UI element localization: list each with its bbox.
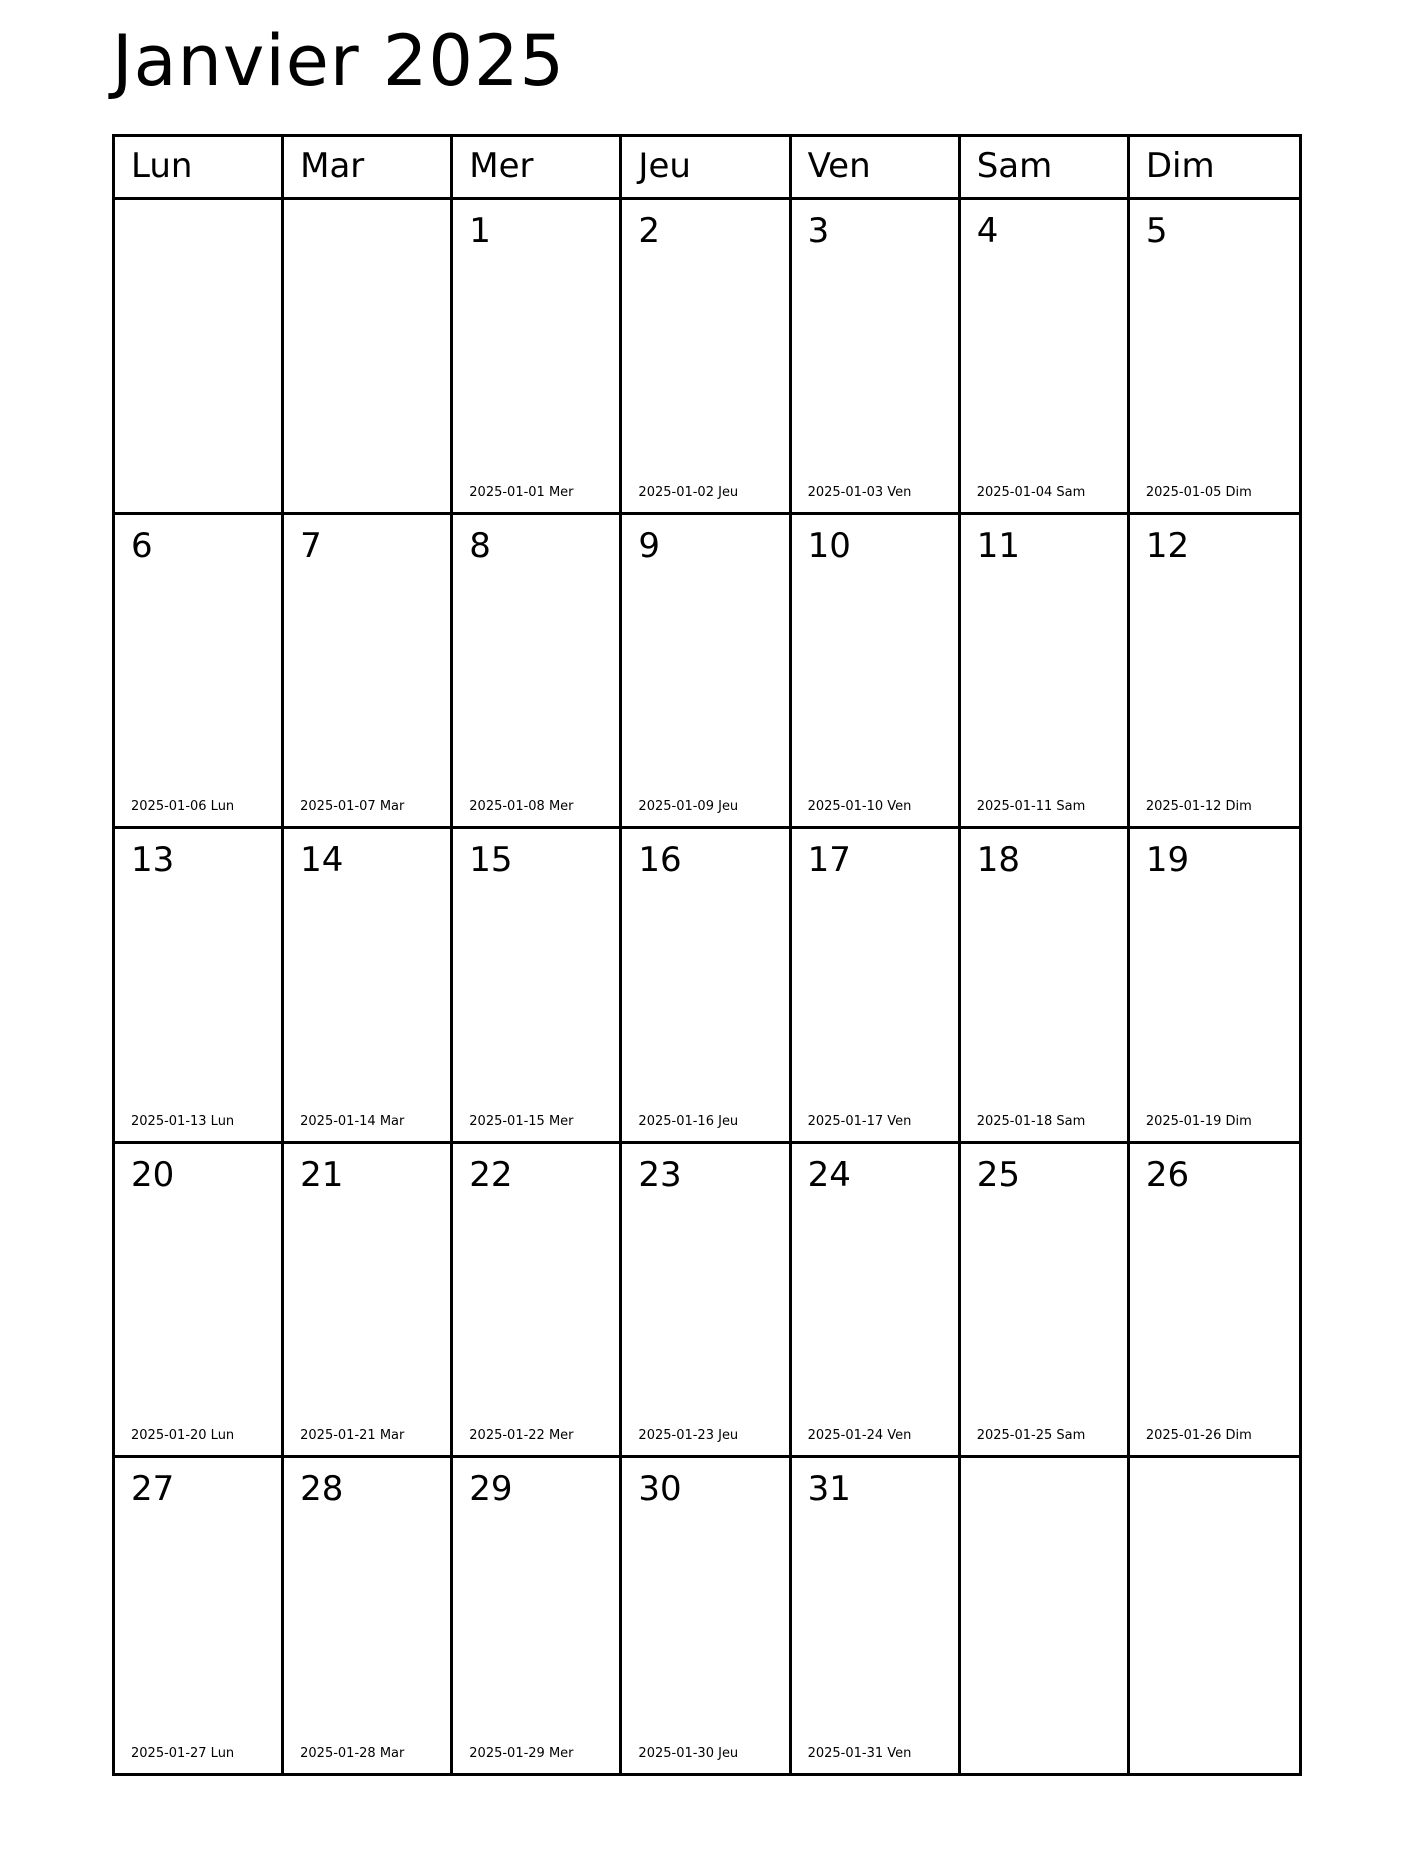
day-date-label: 2025-01-02 Jeu — [638, 484, 739, 500]
day-cell — [453, 515, 622, 830]
day-date-label: 2025-01-12 Dim — [1145, 799, 1252, 815]
day-cell — [792, 1458, 961, 1773]
day-number: 4 — [976, 211, 999, 251]
weekday-header-cell — [622, 137, 791, 200]
day-date-label: 2025-01-09 Jeu — [638, 799, 739, 815]
day-cell — [961, 515, 1130, 830]
day-date-label: 2025-01-28 Mar — [300, 1746, 405, 1761]
day-cell — [115, 515, 284, 830]
day-date-label: 2025-01-20 Lun — [131, 1428, 235, 1444]
day-number: 11 — [976, 525, 1020, 566]
day-number: 3 — [807, 211, 830, 251]
day-date-label: 2025-01-06 Lun — [131, 799, 235, 815]
day-cell-empty — [284, 200, 453, 515]
day-date-label: 2025-01-23 Jeu — [638, 1428, 739, 1444]
day-number: 14 — [300, 840, 344, 881]
day-cell — [961, 200, 1130, 515]
day-cell — [453, 200, 622, 515]
day-cell — [792, 200, 961, 515]
day-cell — [622, 1144, 791, 1459]
day-number: 20 — [131, 1154, 175, 1195]
day-date-label: 2025-01-10 Ven — [807, 799, 912, 815]
day-number: 8 — [469, 525, 491, 566]
day-date-label: 2025-01-31 Ven — [807, 1746, 912, 1761]
weekday-header: Ven — [807, 146, 871, 186]
day-cell — [1130, 200, 1299, 515]
day-number: 24 — [807, 1154, 851, 1195]
weekday-header-cell — [453, 137, 622, 200]
weekday-header: Mar — [300, 146, 365, 186]
day-number: 13 — [131, 840, 175, 881]
day-cell — [284, 1144, 453, 1459]
day-number: 10 — [807, 525, 851, 566]
day-cell — [622, 200, 791, 515]
day-cell — [792, 829, 961, 1144]
day-number: 26 — [1145, 1154, 1190, 1195]
weekday-header-cell — [115, 137, 284, 200]
day-cell — [622, 829, 791, 1144]
day-number: 6 — [131, 525, 153, 566]
page-title: Janvier 2025 — [112, 20, 566, 102]
day-cell — [284, 1458, 453, 1773]
day-number: 15 — [469, 840, 513, 881]
day-date-label: 2025-01-15 Mer — [469, 1113, 574, 1129]
day-cell — [961, 829, 1130, 1144]
day-date-label: 2025-01-19 Dim — [1145, 1113, 1252, 1129]
weekday-header-cell — [284, 137, 453, 200]
day-date-label: 2025-01-16 Jeu — [638, 1113, 739, 1129]
day-cell — [961, 1144, 1130, 1459]
day-cell — [1130, 1144, 1299, 1459]
day-date-label: 2025-01-01 Mer — [469, 484, 574, 500]
day-number: 12 — [1145, 525, 1190, 566]
weekday-header-cell — [961, 137, 1130, 200]
day-date-label: 2025-01-07 Mar — [300, 799, 405, 815]
day-date-label: 2025-01-25 Sam — [976, 1428, 1086, 1444]
day-number: 19 — [1145, 840, 1190, 881]
day-date-label: 2025-01-18 Sam — [976, 1113, 1086, 1129]
day-number: 25 — [976, 1154, 1020, 1195]
day-cell — [453, 1458, 622, 1773]
day-number: 29 — [469, 1469, 513, 1510]
day-cell — [792, 515, 961, 830]
weekday-header: Mer — [469, 146, 534, 186]
day-date-label: 2025-01-24 Ven — [807, 1428, 912, 1444]
day-date-label: 2025-01-26 Dim — [1145, 1428, 1252, 1444]
day-number: 17 — [807, 840, 851, 881]
day-cell-empty — [1130, 1458, 1299, 1773]
day-date-label: 2025-01-21 Mar — [300, 1428, 405, 1444]
day-number: 23 — [638, 1154, 682, 1195]
day-cell-empty — [961, 1458, 1130, 1773]
day-cell — [1130, 515, 1299, 830]
day-date-label: 2025-01-17 Ven — [807, 1113, 912, 1129]
day-cell — [792, 1144, 961, 1459]
day-number: 21 — [300, 1154, 344, 1195]
day-cell — [1130, 829, 1299, 1144]
day-date-label: 2025-01-13 Lun — [131, 1113, 235, 1129]
weekday-header: Sam — [976, 146, 1053, 186]
day-number: 18 — [976, 840, 1020, 881]
weekday-header: Dim — [1145, 146, 1215, 186]
day-date-label: 2025-01-29 Mer — [469, 1746, 574, 1761]
day-number: 2 — [638, 211, 661, 251]
day-number: 5 — [1145, 211, 1168, 251]
day-cell — [115, 829, 284, 1144]
day-number: 28 — [300, 1469, 344, 1510]
day-number: 31 — [807, 1469, 851, 1510]
day-date-label: 2025-01-11 Sam — [976, 799, 1086, 815]
day-number: 7 — [300, 525, 322, 566]
calendar-grid — [112, 134, 1302, 1776]
weekday-header-cell — [792, 137, 961, 200]
weekday-header-cell — [1130, 137, 1299, 200]
day-date-label: 2025-01-30 Jeu — [638, 1746, 739, 1761]
day-date-label: 2025-01-14 Mar — [300, 1113, 405, 1129]
day-number: 30 — [638, 1469, 682, 1510]
weekday-header: Lun — [131, 146, 193, 186]
weekday-header: Jeu — [638, 146, 691, 186]
day-date-label: 2025-01-27 Lun — [131, 1746, 235, 1761]
day-date-label: 2025-01-22 Mer — [469, 1428, 574, 1444]
day-number: 22 — [469, 1154, 513, 1195]
day-cell — [115, 1458, 284, 1773]
day-cell — [622, 1458, 791, 1773]
day-cell — [453, 1144, 622, 1459]
day-number: 9 — [638, 525, 661, 566]
day-cell — [453, 829, 622, 1144]
day-date-label: 2025-01-05 Dim — [1145, 484, 1252, 500]
day-date-label: 2025-01-03 Ven — [807, 484, 912, 500]
day-date-label: 2025-01-08 Mer — [469, 799, 574, 815]
day-cell — [284, 515, 453, 830]
day-cell — [284, 829, 453, 1144]
day-number: 1 — [469, 211, 491, 251]
day-number: 16 — [638, 840, 682, 881]
day-cell — [115, 1144, 284, 1459]
day-cell — [622, 515, 791, 830]
day-number: 27 — [131, 1469, 175, 1510]
day-date-label: 2025-01-04 Sam — [976, 484, 1086, 500]
day-cell-empty — [115, 200, 284, 515]
